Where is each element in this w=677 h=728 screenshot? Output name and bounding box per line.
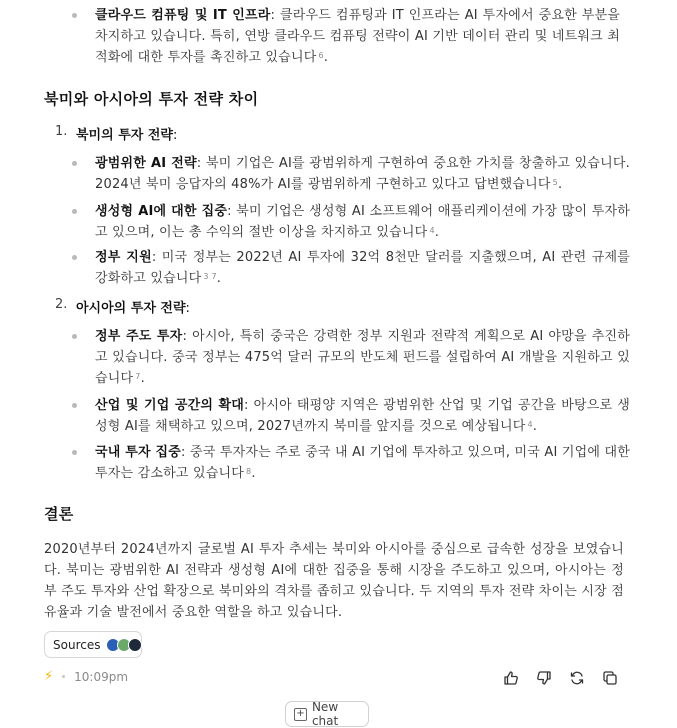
thumbs-down-icon[interactable] <box>536 670 552 686</box>
item-text: : 아시아, 특히 중국은 강력한 정부 지원과 전략적 계획으로 AI 야망을 추진하고 있습니다. 중국 정부는 475억 달러 규모의 반도체 펀드를 설립하여 AI 개발을 지원하고 있습니다 <box>95 329 630 386</box>
source-icons <box>106 638 139 652</box>
citation-ref[interactable]: 5 <box>552 178 558 187</box>
conclusion-heading: 결론 <box>44 505 74 523</box>
list-item: 국내 투자 집중: 중국 투자자는 주로 중국 내 AI 기업에 투자하고 있으며, 미국 AI 기업에 대한 투자는 감소하고 있습니다 $^8$. <box>95 445 631 481</box>
new-chat-button[interactable] <box>285 701 369 727</box>
dark-source-icon <box>128 638 142 652</box>
item-title: 생성형 AI에 대한 집중 <box>95 204 228 219</box>
list-item: 광범위한 AI 전략: 북미 기업은 AI를 광범위하게 구현하여 중요한 가치를 창출하고 있습니다. 2024년 북미 응답자의 48%가 AI를 광범위하게 구현하고 있다고 답변했습니다 $^5$. <box>95 156 630 192</box>
item-text: : 북미 기업은 생성형 AI 소프트웨어 애플리케이션에 가장 많이 투자하고 있으며, 이는 총 수익의 절반 이상을 차지하고 있습니다 <box>95 204 631 240</box>
bullet-dot <box>72 450 77 455</box>
item-title: 클라우드 컴퓨팅 및 IT 인프라 <box>95 8 271 23</box>
plus-square-icon: + <box>294 708 307 721</box>
item-title: 국내 투자 집중 <box>95 445 182 460</box>
new-chat-label: New chat <box>311 700 339 728</box>
bolt-icon: ⚡ <box>44 669 54 684</box>
bullet-dot <box>72 13 77 18</box>
citation-ref[interactable]: 8 <box>246 467 252 476</box>
list-item: 산업 및 기업 공간의 확대: 아시아 태평양 지역은 광범위한 산업 및 기업 공간을 바탕으로 생성형 AI를 채택하고 있으며, 2027년까지 북미를 앞지를 것으로 예상됩니다 $^4$. <box>95 398 630 434</box>
message-meta <box>44 669 128 684</box>
item-text: : 미국 정부는 2022년 AI 투자에 32억 8천만 달러를 지출했으며, AI 관련 규제를 강화하고 있습니다 <box>95 250 630 286</box>
list-item: 정부 지원: 미국 정부는 2022년 AI 투자에 32억 8천만 달러를 지출했으며, AI 관련 규제를 강화하고 있습니다 $^{3 7}$. <box>95 250 630 286</box>
item-title: 정부 지원 <box>95 250 152 265</box>
item-title: 산업 및 기업 공간의 확대 <box>95 398 245 413</box>
sources-label: Sources <box>53 637 101 652</box>
bullet-dot <box>72 209 77 214</box>
section-heading: 북미와 아시아의 투자 전략 차이 <box>44 90 259 108</box>
bullet-dot <box>72 334 77 339</box>
regenerate-icon[interactable] <box>569 670 585 686</box>
citation-ref[interactable]: 6 <box>318 51 324 60</box>
copy-icon[interactable] <box>602 670 618 686</box>
list-title: 북미의 투자 전략: <box>76 128 178 143</box>
item-title: 광범위한 AI 전략 <box>95 156 197 171</box>
list-item: 정부 주도 투자: 아시아, 특히 중국은 강력한 정부 지원과 전략적 계획으로 AI 야망을 추진하고 있습니다. 중국 정부는 475억 달러 규모의 반도체 펀드를 설립하여 AI 개발을 지원하고 있습니다 $^7$. <box>95 329 630 386</box>
conclusion-paragraph: 2020년부터 2024년까지 글로벌 AI 투자 추세는 북미와 아시아를 중심으로 급속한 성장을 보였습니다. 북미는 광범위한 AI 전략과 생성형 AI에 대한 집중을 통해 시장을 주도하고 있으며, 아시아는 정부 주도 투자와 산업 확장으로 북미와의 격차를 좁히고 있습니다. 두 지역의 투자 전략 차이는 시장 점유율과 기술 발전에서 중요한 역할을 하고 있습니다. <box>44 542 624 620</box>
item-text: : 아시아 태평양 지역은 광범위한 산업 및 기업 공간을 바탕으로 생성형 AI를 채택하고 있으며, 2027년까지 북미를 앞지를 것으로 예상됩니다 <box>95 398 630 434</box>
citation-ref[interactable]: 4 <box>429 226 435 235</box>
item-text: : 클라우드 컴퓨팅과 IT 인프라는 AI 투자에서 중요한 부분을 차지하고 있습니다. 특히, 연방 클라우드 컴퓨팅 전략이 AI 기반 데이터 관리 및 네트워크 최적화에 대한 투자를 촉진하고 있습니다 <box>95 8 620 65</box>
thumbs-up-icon[interactable] <box>503 670 519 686</box>
list-number: 1. <box>55 124 68 139</box>
list-number: 2. <box>55 297 68 312</box>
citation-ref[interactable]: 3 7 <box>203 272 217 281</box>
citation-ref[interactable]: 7 <box>135 372 141 381</box>
bullet-dot <box>72 403 77 408</box>
timestamp: 10:09pm <box>74 669 129 684</box>
list-item: 생성형 AI에 대한 집중: 북미 기업은 생성형 AI 소프트웨어 애플리케이션에 가장 많이 투자하고 있으며, 이는 총 수익의 절반 이상을 차지하고 있습니다 $^4$. <box>95 204 631 240</box>
list-title: 아시아의 투자 전략: <box>76 301 190 316</box>
item-title: 정부 주도 투자 <box>95 329 183 344</box>
citation-ref[interactable]: 4 <box>527 420 533 429</box>
item-text: : 중국 투자자는 주로 중국 내 AI 기업에 투자하고 있으며, 미국 AI 기업에 대한 투자는 감소하고 있습니다 <box>95 445 631 481</box>
message-actions <box>503 670 635 686</box>
sources-button[interactable] <box>44 631 142 658</box>
list-item: 클라우드 컴퓨팅 및 IT 인프라: 클라우드 컴퓨팅과 IT 인프라는 AI 투자에서 중요한 부분을 차지하고 있습니다. 특히, 연방 클라우드 컴퓨팅 전략이 AI 기반 데이터 관리 및 네트워크 최적화에 대한 투자를 촉진하고 있습니다 $^6$. <box>95 8 620 65</box>
bullet-dot <box>72 161 77 166</box>
item-text: : 북미 기업은 AI를 광범위하게 구현하여 중요한 가치를 창출하고 있습니다. 2024년 북미 응답자의 48%가 AI를 광범위하게 구현하고 있다고 답변했습니다 <box>95 156 630 192</box>
bullet-dot <box>72 255 77 260</box>
separator-dot <box>62 675 65 678</box>
